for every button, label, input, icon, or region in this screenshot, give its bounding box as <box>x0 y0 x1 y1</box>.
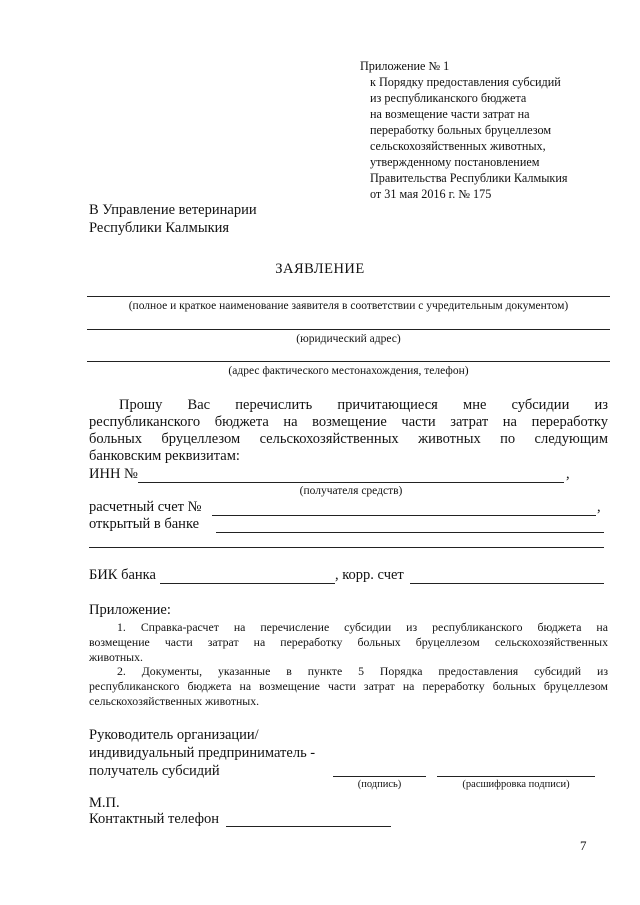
request-paragraph <box>89 397 608 465</box>
account-label: расчетный счет № <box>89 499 202 515</box>
funds-recipient-caption: (получателя средств) <box>299 485 403 497</box>
annex-line: к Порядку предоставления субсидий <box>370 75 561 89</box>
contact-label: Контактный телефон <box>89 811 220 827</box>
recipient-line-1: В Управление ветеринарии <box>89 202 257 218</box>
request-line: больных бруцеллезом сельскохозяйственных животных по следующим <box>89 431 608 447</box>
request-line: банковским реквизитам: <box>89 448 240 464</box>
applicant-name-caption: (полное и краткое наименование заявителя в соответствии с учредительным документом) <box>128 300 569 312</box>
account-input-line[interactable] <box>212 515 596 516</box>
annex-line: на возмещение части затрат на <box>370 107 530 121</box>
actual-address-line[interactable] <box>87 361 610 362</box>
inn-comma: , <box>566 466 570 482</box>
contact-input-line[interactable] <box>226 826 391 827</box>
applicant-name-line[interactable] <box>87 296 610 297</box>
annex-header <box>360 58 567 202</box>
signature-line[interactable] <box>333 776 426 777</box>
signature-caption: (подпись) <box>357 779 402 790</box>
attachments-heading: Приложение: <box>89 602 171 618</box>
bank-input-line-2[interactable] <box>89 547 604 548</box>
page-number: 7 <box>580 838 587 853</box>
signer-line-3: получатель субсидий <box>89 763 220 779</box>
inn-label: ИНН № <box>89 466 138 482</box>
annex-line: сельскохозяйственных животных, <box>370 139 546 153</box>
document-title: ЗАЯВЛЕНИЕ <box>275 261 365 277</box>
attachment-line: сельскохозяйственных животных. <box>89 694 260 708</box>
bank-input-line[interactable] <box>216 532 604 533</box>
recipient-line-2: Республики Калмыкия <box>89 220 230 236</box>
request-line: Прошу Вас перечислить причитающиеся мне субсидии из <box>119 397 608 413</box>
signer-line-2: индивидуальный предприниматель - <box>89 745 316 761</box>
inn-input-line[interactable] <box>138 482 564 483</box>
signer-line-1: Руководитель организации/ <box>89 727 259 743</box>
stamp-label: М.П. <box>89 795 120 811</box>
bik-label: БИК банка <box>89 567 156 583</box>
attachment-line: республиканского бюджета на возмещение части затрат на переработку больных бруцеллезом <box>89 679 608 693</box>
legal-address-line[interactable] <box>87 329 610 330</box>
corr-label: , корр. счет <box>335 567 404 583</box>
request-line: республиканского бюджета на возмещение части затрат на переработку <box>89 414 608 430</box>
attachment-item-2 <box>89 664 608 709</box>
attachment-line: животных. <box>89 650 143 664</box>
actual-address-caption: (адрес фактического местонахождения, телефон) <box>228 365 469 377</box>
bank-label: открытый в банке <box>89 516 200 532</box>
annex-line: из республиканского бюджета <box>370 91 527 105</box>
annex-line: Правительства Республики Калмыкия <box>370 171 568 185</box>
attachment-line: 1. Справка-расчет на перечисление субсидии из республиканского бюджета на <box>117 620 608 634</box>
annex-line: от 31 мая 2016 г. № 175 <box>370 187 492 201</box>
attachment-item-1 <box>89 620 608 665</box>
annex-title: Приложение № 1 <box>360 59 450 73</box>
signature-decoding-caption: (расшифровка подписи) <box>462 779 570 790</box>
legal-address-caption: (юридический адрес) <box>296 333 401 345</box>
attachment-line: возмещение части затрат на переработку больных бруцеллезом сельскохозяйственных <box>89 635 608 649</box>
corr-input-line[interactable] <box>410 583 604 584</box>
annex-line: утвержденному постановлением <box>370 155 540 169</box>
bik-input-line[interactable] <box>160 583 335 584</box>
annex-line: переработку больных бруцеллезом <box>370 123 552 137</box>
account-comma: , <box>597 499 601 515</box>
signature-decoding-line[interactable] <box>437 776 595 777</box>
attachment-line: 2. Документы, указанные в пункте 5 Порядка предоставления субсидий из <box>117 664 608 678</box>
